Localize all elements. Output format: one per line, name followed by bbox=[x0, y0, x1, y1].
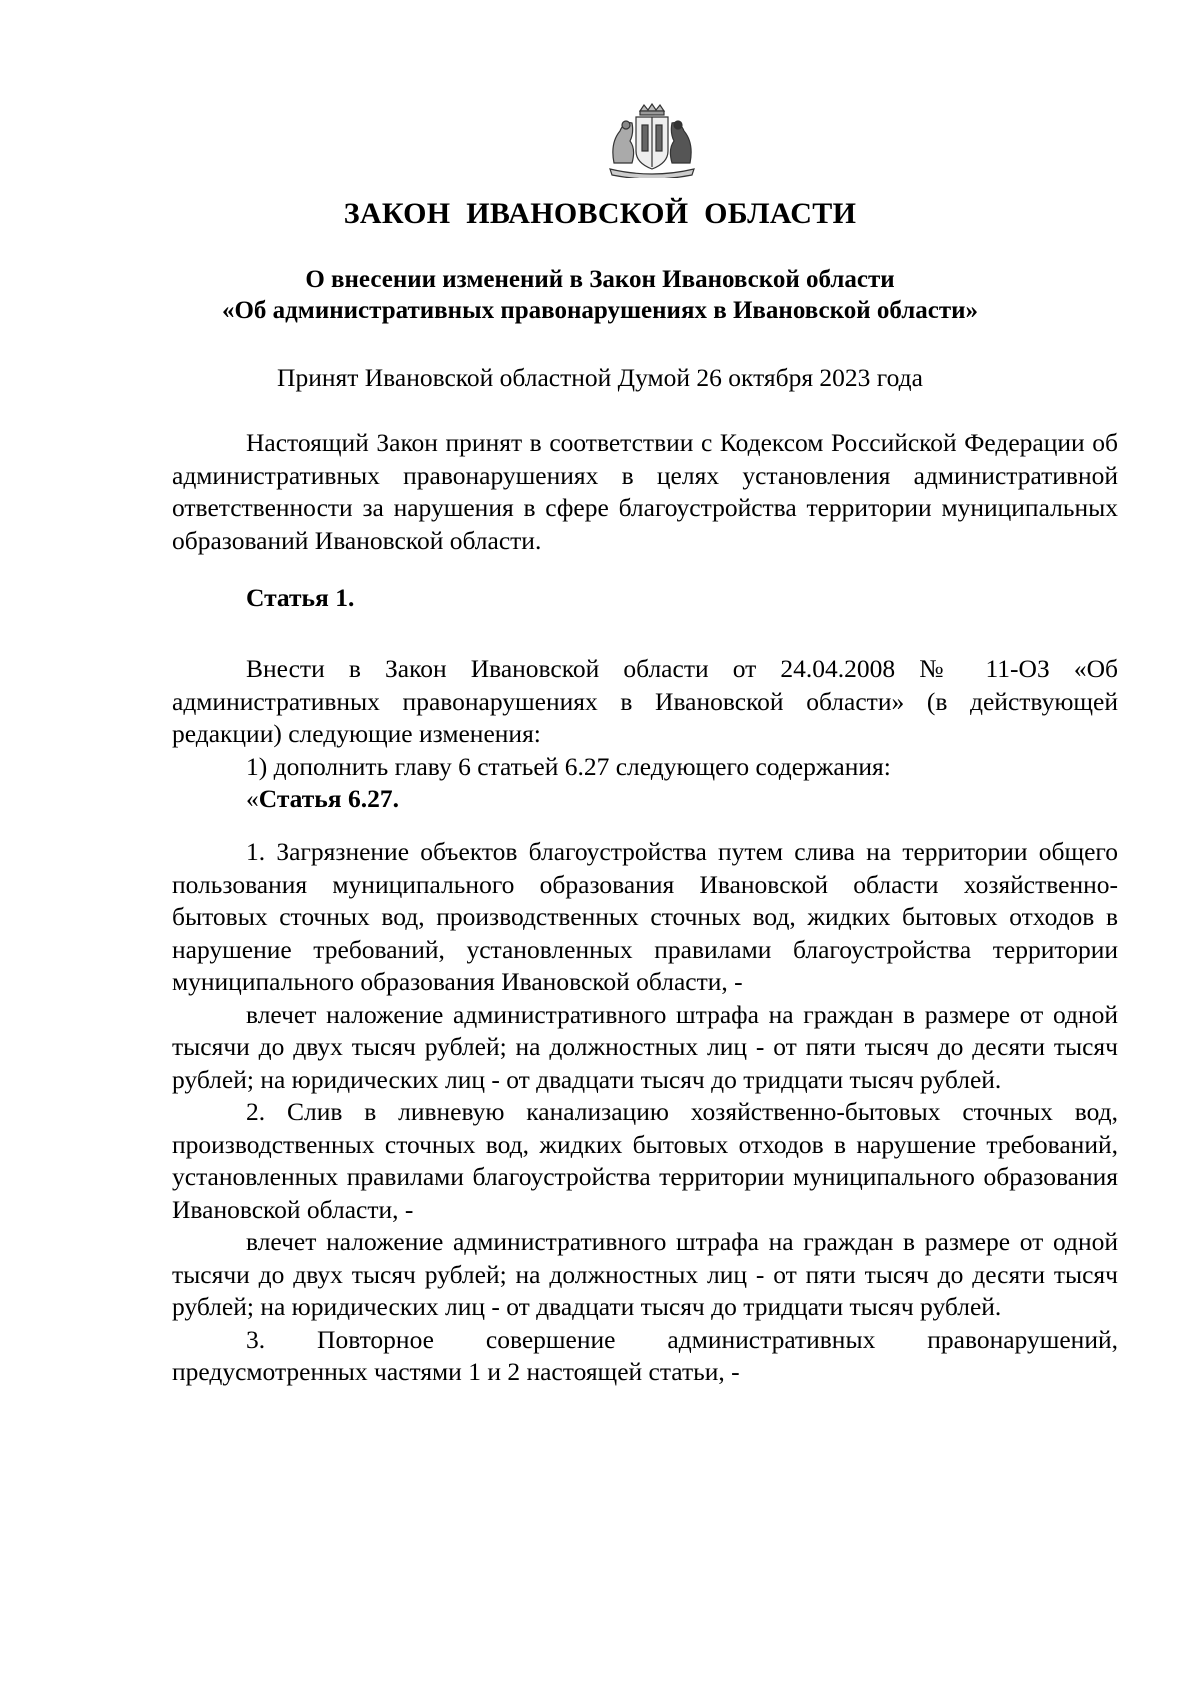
article-1-heading: Статья 1. bbox=[246, 583, 355, 612]
preamble-block bbox=[172, 427, 1118, 557]
part-2-text: 2. Слив в ливневую канализацию хозяйственно-бытовых сточных вод, производственных сточных вод, жидких бытовых отходов в нарушение требований, установленных правилами благоустройства территории муниципального образования Ивановской области, - bbox=[172, 1097, 1118, 1224]
new-article-heading: Статья 6.27. bbox=[258, 784, 399, 813]
preamble-paragraph: Настоящий Закон принят в соответствии с Кодексом Российской Федерации об административных правонарушениях в целях установления административной ответственности за нарушения в сфере благоустройства территории муниципальных образований Ивановской области. bbox=[172, 428, 1118, 555]
article-1-body bbox=[172, 653, 1118, 816]
article-6-27-body bbox=[172, 836, 1118, 1389]
law-subtitle bbox=[0, 264, 1200, 326]
subtitle-line-2: «Об административных правонарушениях в Ивановской области» bbox=[221, 297, 979, 324]
part-1-penalty: влечет наложение административного штрафа на граждан в размере от одной тысячи до двух тысяч рублей; на должностных лиц - от пяти тысяч до десяти тысяч рублей; на юридических лиц - от двадцати тысяч до тридцати тысяч рублей. bbox=[172, 999, 1118, 1094]
adoption-date: Принят Ивановской областной Думой 26 октября 2023 года bbox=[277, 363, 923, 392]
article-1-item-1: 1) дополнить главу 6 статьей 6.27 следующего содержания: bbox=[246, 751, 891, 781]
article-1-heading-block bbox=[172, 582, 1118, 615]
part-2-penalty: влечет наложение административного штрафа на граждан в размере от одной тысячи до двух тысяч рублей; на должностных лиц - от пяти тысяч до десяти тысяч рублей; на юридических лиц - от двадцати тысяч до тридцати тысяч рублей. bbox=[172, 1227, 1118, 1321]
coat-of-arms-icon bbox=[600, 103, 704, 178]
part-3-text: 3. Повторное совершение административных правонарушений, предусмотренных частями 1 и 2 настоящей статьи, - bbox=[172, 1324, 1118, 1386]
law-title: ЗАКОН ИВАНОВСКОЙ ОБЛАСТИ bbox=[343, 197, 857, 230]
new-article-heading-line bbox=[172, 783, 1118, 816]
opening-quote: « bbox=[246, 784, 259, 813]
part-1-text: 1. Загрязнение объектов благоустройства путем слива на территории общего пользования муниципального образования Ивановской области хозяйственно-бытовых сточных вод, производственных сточных вод, жидких бытовых отходов в нарушение требований, установленных правилами благоустройства территории муниципального образования Ивановской области, - bbox=[172, 837, 1118, 996]
article-1-intro: Внести в Закон Ивановской области от 24.04.2008 № 11-ОЗ «Об административных правонарушениях в Ивановской области» (в действующей редакции) следующие изменения: bbox=[172, 654, 1118, 748]
subtitle-line-1: О внесении изменений в Закон Ивановской области bbox=[305, 266, 895, 293]
